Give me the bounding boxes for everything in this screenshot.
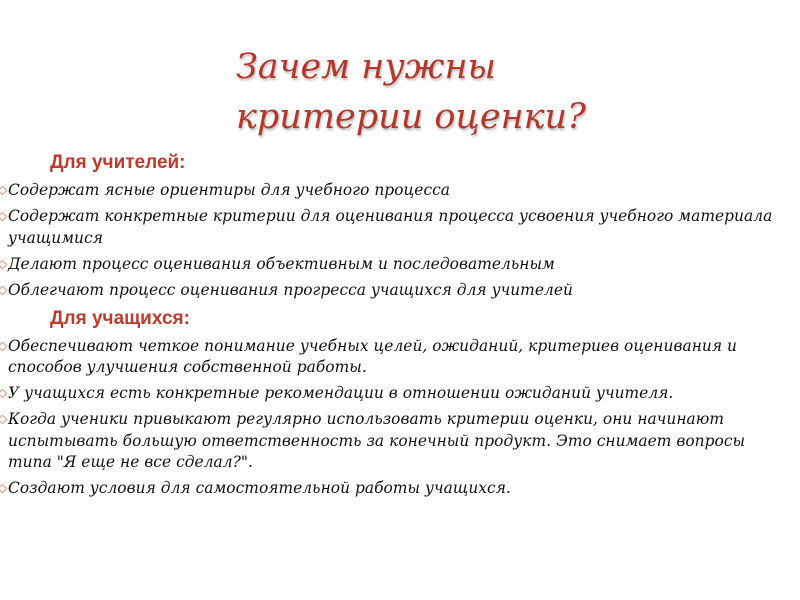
- students-list: [0, 336, 792, 500]
- slide-title-line-1: Зачем нужны: [236, 47, 497, 87]
- list-item-text: У учащихся есть конкретные рекомендации в отношении ожиданий учителя.: [8, 384, 674, 402]
- diamond-bullet-icon: [0, 212, 7, 222]
- slide-title: [236, 42, 776, 142]
- list-item: [0, 383, 792, 405]
- diamond-bullet-icon: [0, 285, 7, 295]
- list-item-text: Содержат ясные ориентиры для учебного процесса: [8, 181, 451, 199]
- teachers-list: [0, 180, 792, 301]
- section-heading-teachers: Для учителей:: [50, 152, 186, 173]
- list-item: [0, 180, 792, 202]
- diamond-bullet-icon: [0, 389, 7, 399]
- list-item: [0, 280, 792, 302]
- slide-title-line-2: критерии оценки?: [236, 97, 586, 137]
- list-item-text: Облегчают процесс оценивания прогресса учащихся для учителей: [8, 280, 573, 299]
- list-item-text: Делают процесс оценивания объективным и последовательным: [8, 254, 555, 273]
- list-item: [0, 254, 792, 276]
- diamond-bullet-icon: [0, 259, 7, 269]
- list-item: [0, 409, 792, 474]
- diamond-bullet-icon: [0, 415, 7, 425]
- list-item: [0, 336, 792, 379]
- list-item-text: Когда ученики привыкают регулярно использовать критерии оценки, они начинают испытывать большую ответственность за конечный продукт. Это снимает вопросы типа "Я еще не все сделал?".: [8, 410, 746, 471]
- diamond-bullet-icon: [0, 186, 7, 196]
- diamond-bullet-icon: [0, 341, 7, 351]
- section-heading-students: Для учащихся:: [50, 307, 190, 329]
- list-item: [0, 206, 792, 249]
- list-item: [0, 478, 792, 500]
- slide-content: [0, 150, 792, 504]
- list-item-text: Содержат конкретные критерии для оценивания процесса усвоения учебного материала учащимися: [8, 207, 773, 247]
- list-item-text: Создают условия для самостоятельной работы учащихся.: [8, 479, 511, 497]
- list-item-text: Обеспечивают четкое понимание учебных целей, ожиданий, критериев оценивания и способов улучшения собственной работы.: [8, 336, 737, 376]
- diamond-bullet-icon: [0, 484, 7, 494]
